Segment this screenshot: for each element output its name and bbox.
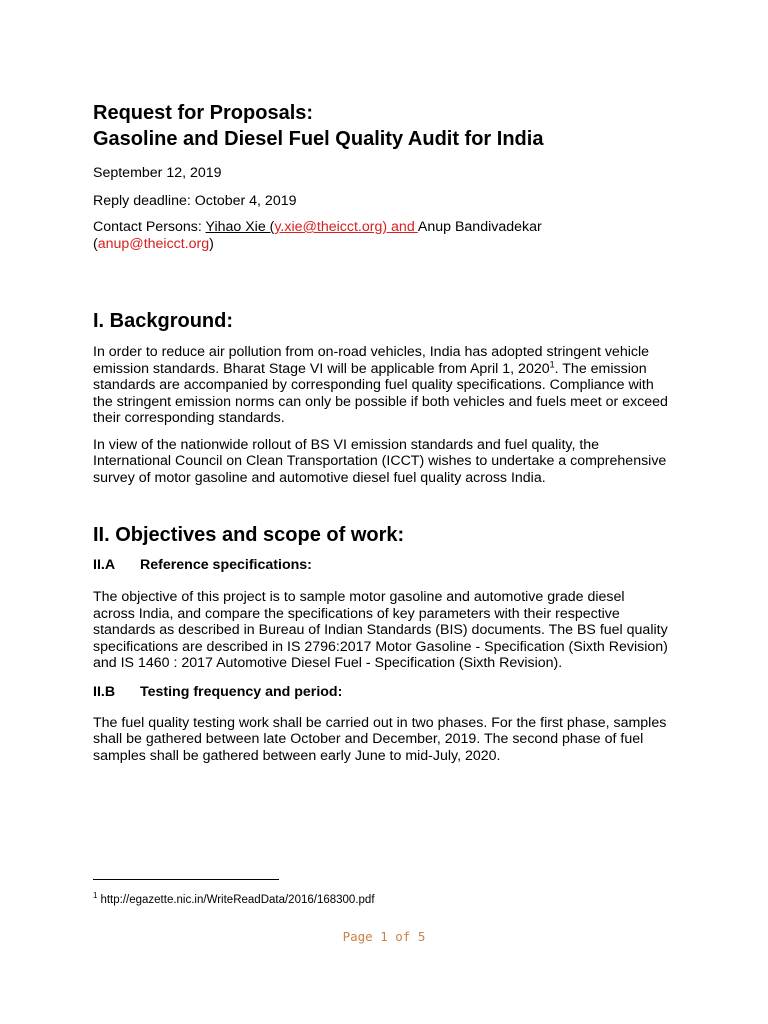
subsection-b-heading <box>93 684 668 701</box>
subsection-b-number: II.B <box>93 683 116 700</box>
issue-date: September 12, 2019 <box>93 165 222 181</box>
objectives-paragraph-2: The fuel quality testing work shall be carried out in two phases. For the first phase, samples shall be gathered between late October and December, 2019. The second phase of fuel samples shall be gathered between early June to mid-July, 2020. <box>93 714 667 764</box>
background-paragraph-1 <box>93 344 668 427</box>
close-paren: ) <box>209 235 214 252</box>
title-line-2: Gasoline and Diesel Fuel Quality Audit for India <box>93 128 544 150</box>
footnote <box>93 893 375 907</box>
page-number: Page 1 of 5 <box>342 929 426 944</box>
footnote-divider <box>93 879 279 880</box>
subsection-b-title: Testing frequency and period: <box>140 683 343 700</box>
reply-deadline: Reply deadline: October 4, 2019 <box>93 192 297 209</box>
footnote-url[interactable]: http://egazette.nic.in/WriteReadData/2016/168300.pdf <box>100 894 375 906</box>
contact-name-1: Yihao Xie ( <box>205 219 275 235</box>
contact-persons <box>93 219 668 252</box>
contact-joiner: ) and <box>382 219 418 235</box>
subsection-a-heading <box>93 557 668 574</box>
subsection-a-number: II.A <box>93 557 116 573</box>
objectives-heading: II. Objectives and scope of work: <box>93 524 405 546</box>
background-paragraph-2: In view of the nationwide rollout of BS VI emission standards and fuel quality, the International Council on Clean Transportation (ICCT) wishes to undertake a comprehensive survey of motor gasoline and automotive diesel fuel quality across India. <box>93 436 667 486</box>
title-line-1: Request for Proposals: <box>93 102 314 124</box>
contact-prefix: Contact Persons: <box>93 219 206 235</box>
contact-name-2: Anup Bandivadekar <box>417 219 542 235</box>
background-heading: I. Background: <box>93 310 234 332</box>
objectives-paragraph-1: The objective of this project is to sample motor gasoline and automotive grade diesel across India, and compare the specifications of key parameters with their respective standards as described in Bureau of Indian Standards (BIS) documents. The BS fuel quality specifications are described in IS 2796:2017 Motor Gasoline - Specification (Sixth Revision) and IS 1460 : 2017 Automotive Diesel Fuel - Specification (Sixth Revision). <box>93 589 668 671</box>
background-p1-tail: . The emission standards are accompanied by corresponding fuel quality specifications. Compliance with the stringent emission norms can only be possible if both vehicles and fuels meet or exceed their corresponding standards. <box>93 360 668 426</box>
background-p1-text: In order to reduce air pollution from on-road vehicles, India has adopted stringent vehicle emission standards. Bharat Stage VI will be applicable from April 1, 2020 <box>93 344 650 377</box>
footnote-reference[interactable]: 1 <box>549 358 555 369</box>
document-title <box>93 100 668 152</box>
subsection-a-title: Reference specifications: <box>140 557 312 573</box>
email-link-2[interactable]: anup@theicct.org <box>97 235 210 252</box>
page-content <box>93 100 668 764</box>
footnote-marker: 1 <box>93 891 98 901</box>
open-paren: ( <box>93 235 98 252</box>
email-link-1[interactable]: y.xie@theicct.org <box>274 219 383 235</box>
